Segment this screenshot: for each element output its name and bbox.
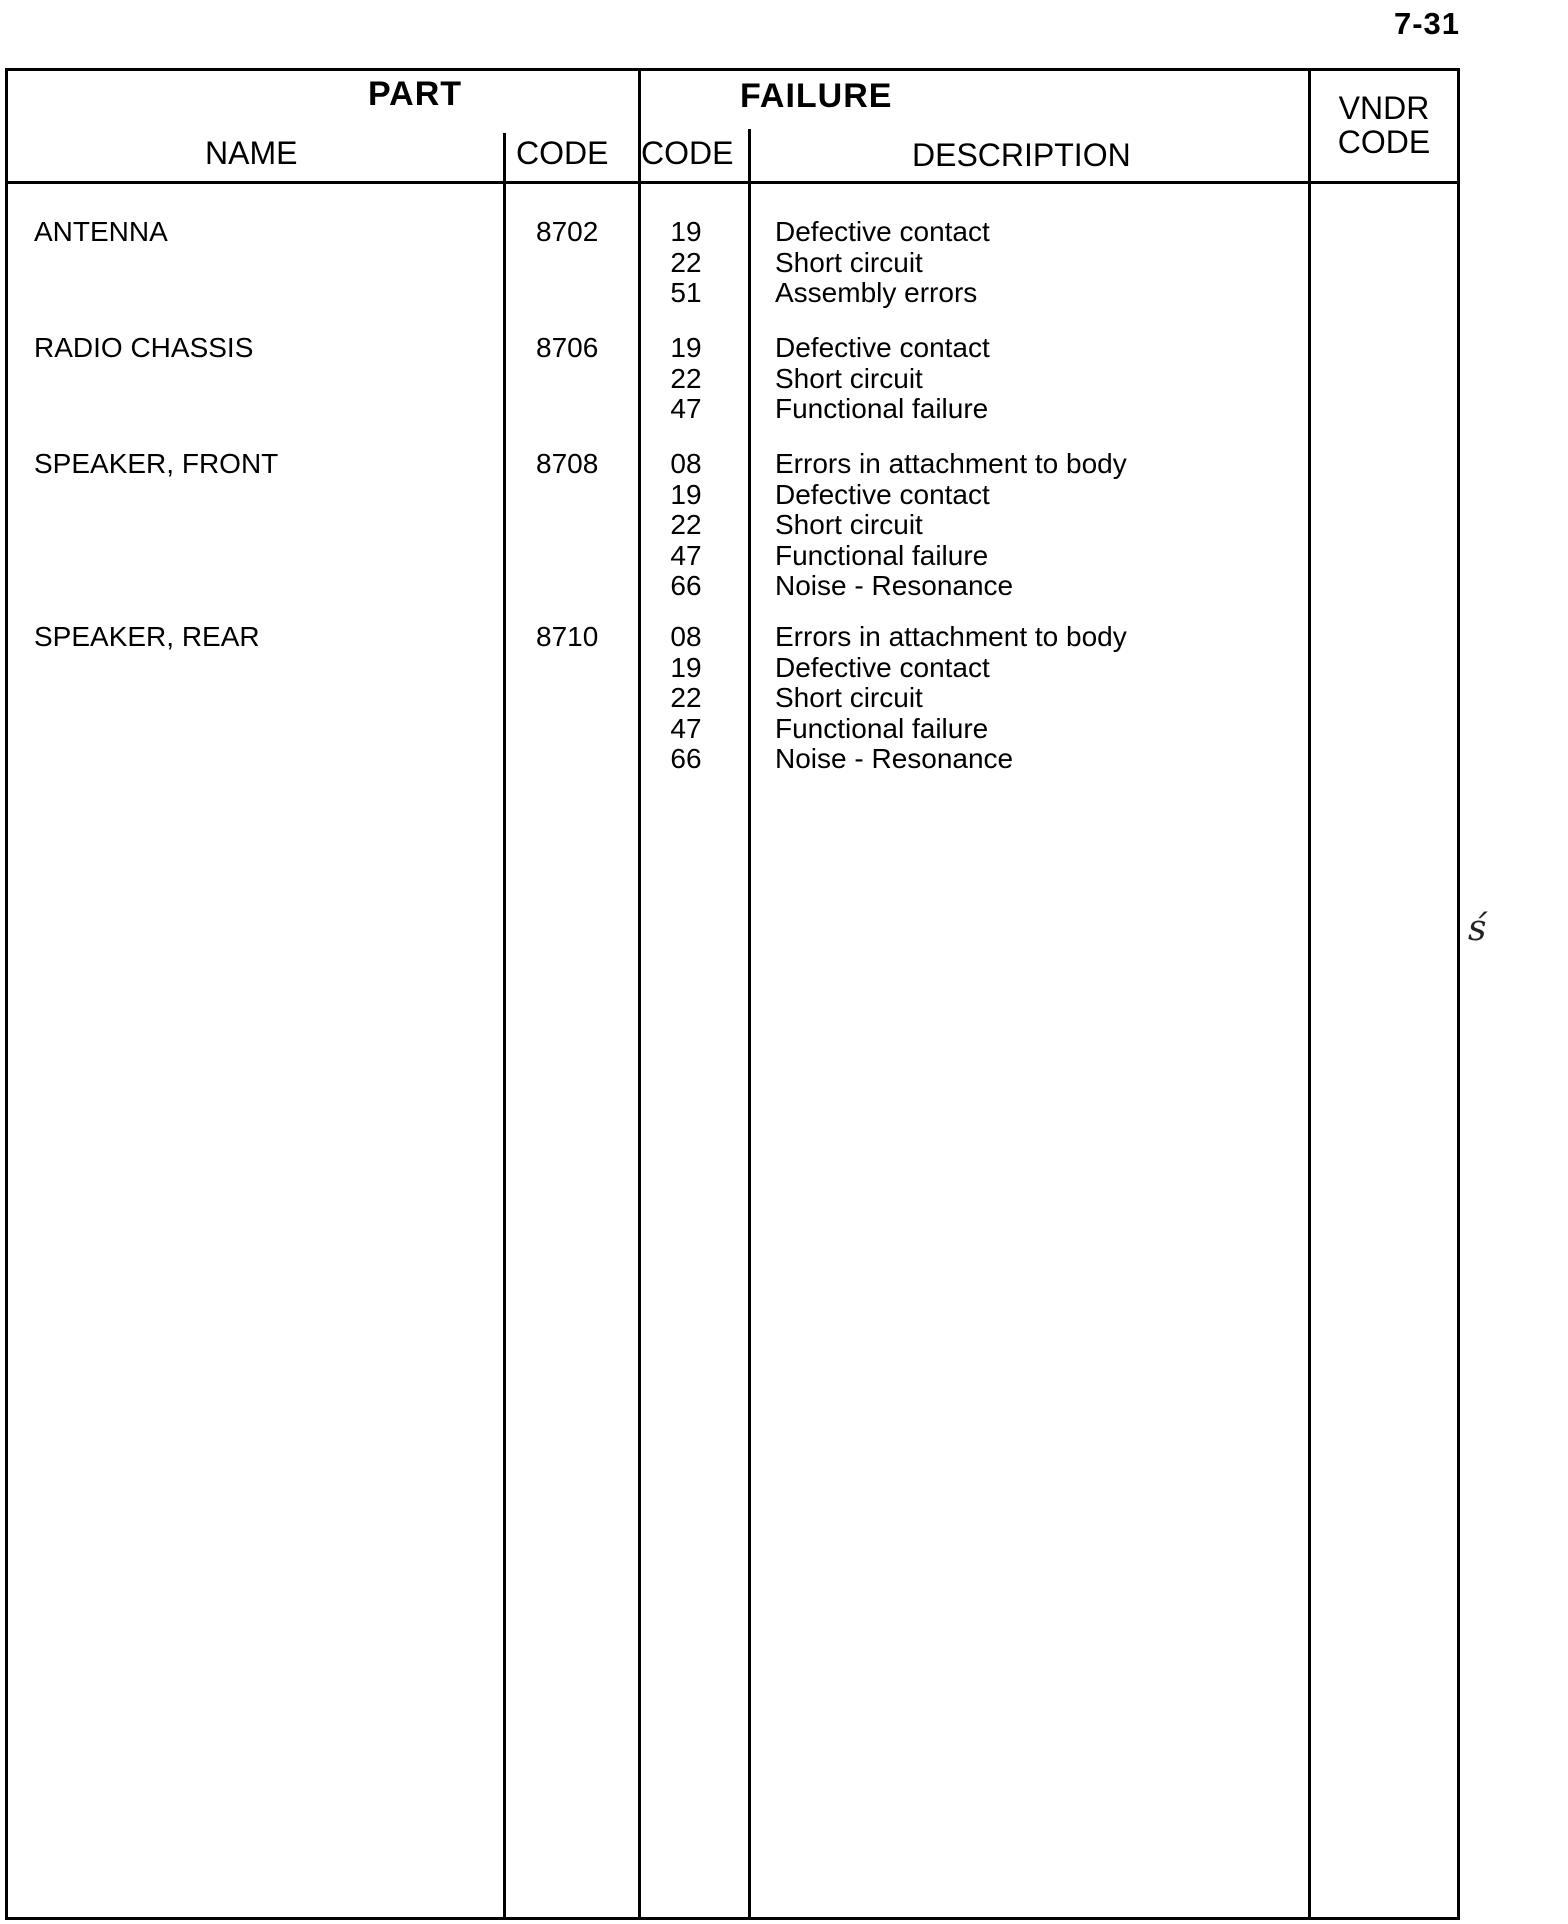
failure-code: 51 [670,277,702,308]
failure-code: 19 [670,332,702,363]
failure-description: Short circuit [775,246,923,278]
failure-code: 22 [670,246,702,278]
failure-code: 08 [670,621,702,652]
header-part-code: CODE [516,135,609,171]
failure-description: Short circuit [775,682,923,713]
failure-code-list [666,449,706,602]
failure-description-list [775,449,1127,602]
failure-description: Assembly errors [775,277,978,308]
header-vndr-line1: VNDR [1338,90,1430,126]
failure-code: 08 [670,448,702,479]
header-description: DESCRIPTION [912,137,1131,173]
failure-code: 66 [670,570,702,601]
failure-description-list [775,217,990,309]
failure-code: 47 [670,393,702,424]
failure-code-list [666,622,706,775]
part-name: SPEAKER, FRONT [34,448,279,479]
part-code: 8710 [536,621,599,652]
header-failure-group: FAILURE [740,77,893,115]
part-name: SPEAKER, REAR [34,621,260,652]
header-vndr-line2: CODE [1337,124,1431,160]
failure-description-list [775,333,990,425]
failure-description-list [775,622,1127,775]
failure-code: 22 [670,509,702,540]
header-vndr-code [1311,91,1457,159]
header-part-group: PART [368,75,463,113]
failure-description: Functional failure [775,393,989,424]
part-code: 8706 [536,332,599,363]
divider-failure-vndr [1308,71,1311,1917]
failure-code: 66 [670,743,702,774]
handwritten-mark: ś [1468,908,1487,949]
failure-code: 47 [670,712,702,744]
header-failure-code: CODE [641,135,734,171]
failure-code: 19 [670,651,702,683]
part-name: RADIO CHASSIS [34,332,254,363]
part-name: ANTENNA [34,216,168,247]
page-number: 7-31 [1393,6,1460,41]
failure-description: Errors in attachment to body [775,448,1127,479]
failure-code-list [666,217,706,309]
failure-description: Defective contact [775,651,990,683]
failure-description: Functional failure [775,712,989,744]
failure-description: Noise - Resonance [775,743,1014,774]
part-code: 8708 [536,448,599,479]
divider-name-code [503,133,506,1917]
failure-description: Defective contact [775,332,990,363]
divider-part-failure [638,71,641,1917]
failure-code: 22 [670,362,702,394]
failure-code: 47 [670,539,702,571]
failure-description: Short circuit [775,362,923,394]
failure-code-list [666,333,706,425]
header-rule [8,181,1457,184]
header-name: NAME [205,135,298,171]
failure-description: Errors in attachment to body [775,621,1127,652]
divider-code-description [748,129,751,1917]
failure-code: 19 [670,216,702,247]
failure-code-table [5,68,1460,1920]
failure-code: 22 [670,682,702,713]
failure-description: Noise - Resonance [775,570,1014,601]
failure-description: Functional failure [775,539,989,571]
failure-description: Short circuit [775,509,923,540]
failure-code: 19 [670,478,702,510]
failure-description: Defective contact [775,216,990,247]
part-code: 8702 [536,216,599,247]
failure-description: Defective contact [775,478,990,510]
